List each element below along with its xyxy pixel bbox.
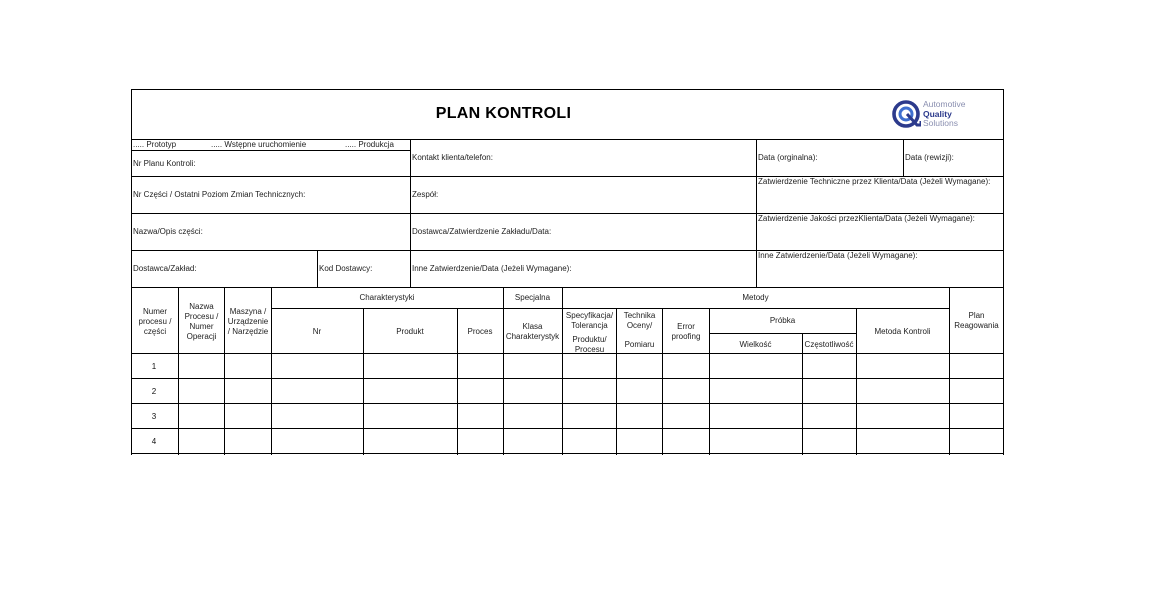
col-process: Proces <box>467 327 493 336</box>
row-number: 2 <box>151 387 157 396</box>
col-process-no: Numer procesu / części <box>138 307 172 336</box>
divider <box>224 287 225 455</box>
customer-quality-approval-field[interactable]: Zatwierdzenie Jakości przezKlienta/Data (Jeżeli Wymagane): <box>758 214 975 223</box>
divider <box>903 139 904 176</box>
date-revision-field[interactable]: Data (rewizji): <box>905 153 954 162</box>
divider <box>317 250 318 287</box>
date-original-field[interactable]: Data (orginalna): <box>758 153 818 162</box>
col-error-proofing: Error proofing <box>671 322 701 341</box>
divider <box>802 333 803 455</box>
logo-line-3: Solutions <box>923 118 958 128</box>
col-technique-top: Technika Oceny/ <box>623 311 656 330</box>
supplier-approval-field[interactable]: Dostawca/Zatwierdzenie Zakładu/Data: <box>412 227 552 236</box>
col-machine: Maszyna / Urządzenie / Narzędzie <box>227 307 269 336</box>
col-control-method: Metoda Kontroli <box>874 327 931 336</box>
divider <box>131 403 1004 404</box>
other-approval-left-field[interactable]: Inne Zatwierdzenie/Data (Jeżeli Wymagane): <box>412 264 572 273</box>
logo-line-1: Automotive <box>923 99 966 109</box>
col-class: Klasa Charakterystyk <box>505 322 560 341</box>
col-spec-top: Specyfikacja/ Tolerancja <box>565 311 614 330</box>
logo-line-2: Quality <box>923 108 952 119</box>
group-special: Specjalna <box>514 293 551 302</box>
row-number: 4 <box>151 437 157 446</box>
divider <box>271 287 272 455</box>
divider <box>131 150 410 151</box>
col-technique-bottom: Pomiaru <box>624 340 655 349</box>
divider <box>131 453 1004 454</box>
col-product: Produkt <box>396 327 424 336</box>
aqs-logo-icon <box>891 98 921 130</box>
customer-eng-approval-field[interactable]: Zatwierdzenie Techniczne przez Klienta/Data (Jeżeli Wymagane): <box>758 177 991 186</box>
col-reaction-plan: Plan Reagowania <box>954 311 999 330</box>
row-number: 1 <box>151 362 157 371</box>
col-size: Wielkość <box>739 340 772 349</box>
divider <box>410 139 411 287</box>
supplier-plant-field[interactable]: Dostawca/Zakład: <box>133 264 197 273</box>
divider <box>709 308 710 455</box>
group-sample: Próbka <box>769 316 796 325</box>
row-number: 3 <box>151 412 157 421</box>
team-field[interactable]: Zespół: <box>412 190 439 199</box>
divider <box>503 287 504 455</box>
group-characteristics: Charakterystyki <box>359 293 415 302</box>
prototype-option[interactable]: ..... Prototyp <box>133 140 177 149</box>
border-top <box>131 89 1004 90</box>
divider <box>271 308 949 309</box>
divider <box>756 139 757 287</box>
page-title: PLAN KONTROLI <box>435 105 572 122</box>
supplier-code-field[interactable]: Kod Dostawcy: <box>319 264 373 273</box>
col-frequency: Częstotliwość <box>804 340 854 349</box>
divider <box>131 378 1004 379</box>
group-methods: Metody <box>742 293 769 302</box>
divider <box>131 428 1004 429</box>
divider <box>709 333 856 334</box>
plan-number-field[interactable]: Nr Planu Kontroli: <box>133 159 196 168</box>
production-option[interactable]: ..... Produkcja <box>345 140 394 149</box>
other-approval-right-field[interactable]: Inne Zatwierdzenie/Data (Jeżeli Wymagane): <box>758 251 918 260</box>
company-logo <box>891 97 991 133</box>
border-left <box>131 89 132 455</box>
customer-contact-field[interactable]: Kontakt klienta/telefon: <box>412 153 493 162</box>
border-right <box>1003 89 1004 455</box>
part-number-field[interactable]: Nr Części / Ostatni Poziom Zmian Technicznych: <box>133 190 306 199</box>
divider <box>131 287 1004 288</box>
col-no: Nr <box>312 327 322 336</box>
prelaunch-option[interactable]: ..... Wstępne uruchomienie <box>211 140 307 149</box>
divider <box>178 287 179 455</box>
part-name-field[interactable]: Nazwa/Opis części: <box>133 227 203 236</box>
control-plan-form <box>131 89 1004 456</box>
col-spec-bottom: Produktu/ Procesu <box>572 335 607 354</box>
col-process-name: Nazwa Procesu / Numer Operacji <box>184 302 219 341</box>
